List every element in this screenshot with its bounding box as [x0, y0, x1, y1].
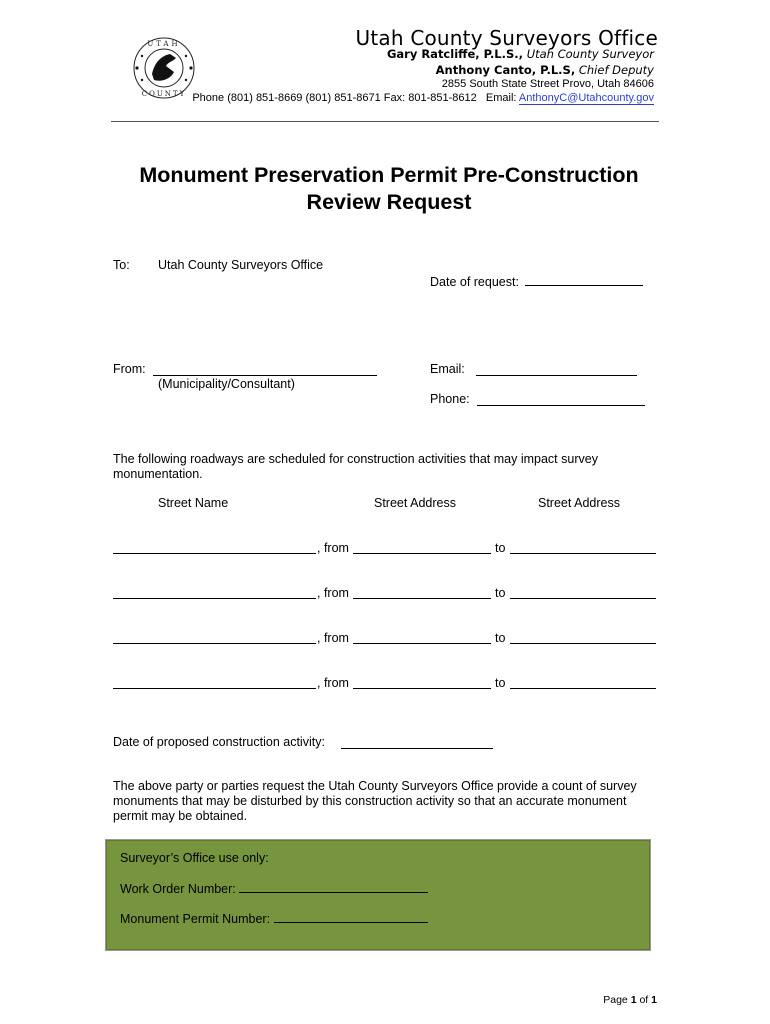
- phone-label: Phone:: [430, 392, 470, 406]
- request-para-2: monuments that may be disturbed by this construction activity so that an accurate monument: [113, 794, 627, 808]
- surveyor-line: [387, 47, 654, 61]
- street-name-input[interactable]: [113, 586, 316, 599]
- to-address-input[interactable]: [510, 541, 656, 554]
- page-total: 1: [651, 994, 657, 1006]
- from-sublabel: (Municipality/Consultant): [158, 377, 295, 391]
- col-street-address-to: Street Address: [538, 496, 620, 510]
- col-street-name: Street Name: [158, 496, 229, 510]
- to-address-input[interactable]: [510, 586, 656, 599]
- email-label: Email:: [430, 362, 465, 376]
- street-name-input[interactable]: [113, 541, 316, 554]
- office-title: Utah County Surveyors Office: [355, 26, 658, 50]
- date-request-field: [430, 273, 643, 289]
- phone-fax: Phone (801) 851-8669 (801) 851-8671 Fax: 801-851-8612: [192, 92, 477, 104]
- work-order-input[interactable]: [239, 880, 428, 893]
- roadways-intro-2: monumentation.: [113, 467, 203, 481]
- construction-date-label: Date of proposed construction activity:: [113, 735, 325, 749]
- to-address-input[interactable]: [510, 676, 656, 689]
- surveyor-title: Utah County Surveyor: [526, 47, 654, 61]
- request-para-1: The above party or parties request the Utah County Surveyors Office provide a count of survey: [113, 779, 637, 793]
- to-address-input[interactable]: [510, 631, 656, 644]
- col-street-address-from: Street Address: [374, 496, 456, 510]
- street-name-input[interactable]: [113, 676, 316, 689]
- to-label: To:: [113, 258, 130, 272]
- construction-date-input[interactable]: [341, 736, 493, 749]
- header-divider: [111, 121, 659, 122]
- date-request-input[interactable]: [525, 273, 643, 286]
- from-label: From:: [113, 362, 146, 376]
- request-para-3: permit may be obtained.: [113, 809, 248, 823]
- street-name-input[interactable]: [113, 631, 316, 644]
- deputy-name: Anthony Canto, P.L.S,: [435, 63, 576, 77]
- from-text: , from: [317, 541, 349, 555]
- email-link[interactable]: AnthonyC@Utahcounty.gov: [518, 92, 654, 104]
- to-text: to: [495, 676, 506, 690]
- phone-input[interactable]: [477, 393, 645, 406]
- surveyor-name: Gary Ratcliffe, P.L.S.,: [386, 47, 524, 61]
- title-line-2: Review Request: [306, 190, 472, 214]
- page-title: [100, 162, 678, 216]
- from-text: , from: [317, 586, 349, 600]
- deputy-title: Chief Deputy: [578, 63, 654, 77]
- page-number: [603, 994, 657, 1006]
- svg-text:COUNTY: COUNTY: [141, 90, 187, 98]
- page-of: of: [639, 994, 649, 1006]
- to-text: to: [495, 586, 506, 600]
- email-label-header: Email:: [485, 92, 517, 104]
- work-order-label: Work Order Number:: [120, 882, 236, 896]
- from-text: , from: [317, 676, 349, 690]
- roadways-intro-1: The following roadways are scheduled for construction activities that may impact survey: [113, 452, 598, 466]
- from-address-input[interactable]: [353, 586, 491, 599]
- office-use-box: [105, 839, 651, 951]
- from-address-input[interactable]: [353, 631, 491, 644]
- monument-permit-field: [120, 910, 428, 926]
- monument-permit-label: Monument Permit Number:: [120, 912, 271, 926]
- page-current: 1: [630, 994, 637, 1006]
- monument-permit-input[interactable]: [274, 910, 428, 923]
- county-seal-logo: [132, 36, 196, 100]
- to-text: to: [495, 541, 506, 555]
- title-line-1: Monument Preservation Permit Pre-Construction: [139, 163, 639, 187]
- contact-line: [192, 92, 654, 104]
- from-input[interactable]: [153, 363, 377, 376]
- office-use-heading: Surveyor’s Office use only:: [120, 851, 269, 865]
- from-address-input[interactable]: [353, 541, 491, 554]
- deputy-line: [436, 63, 654, 77]
- from-text: , from: [317, 631, 349, 645]
- email-input[interactable]: [476, 363, 637, 376]
- office-address: 2855 South State Street Provo, Utah 84606: [441, 78, 654, 90]
- date-request-label: Date of request:: [430, 275, 519, 289]
- to-value: Utah County Surveyors Office: [158, 258, 324, 272]
- svg-text:UTAH: UTAH: [147, 40, 181, 48]
- to-text: to: [495, 631, 506, 645]
- work-order-field: [120, 880, 428, 896]
- from-address-input[interactable]: [353, 676, 491, 689]
- page-label: Page: [603, 994, 628, 1006]
